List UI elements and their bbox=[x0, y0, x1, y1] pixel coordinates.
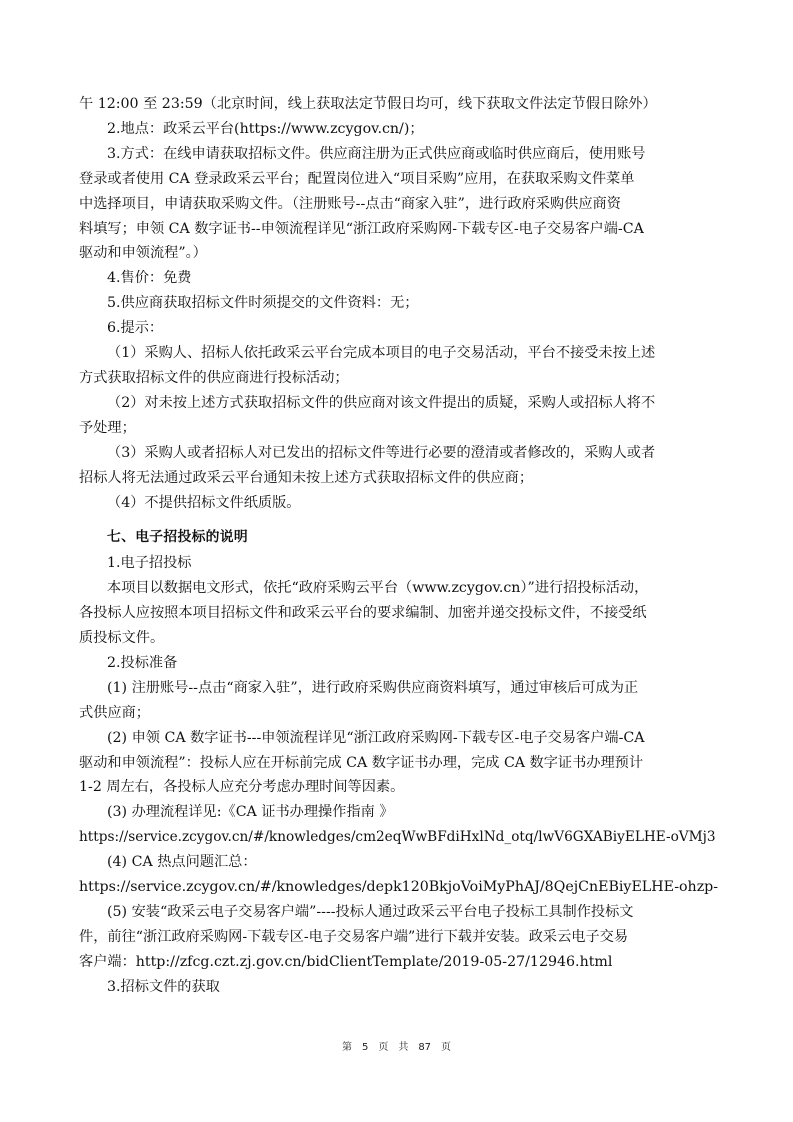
text-line: 质投标文件。 bbox=[79, 630, 165, 647]
text-line: （3）采购人或者招标人对已发出的招标文件等进行必要的澄清或者修改的，采购人或者 bbox=[107, 444, 656, 461]
text-line: 午 12:00 至 23:59（北京时间，线上获取法定节假日均可，线下获取文件法定节假日除外） bbox=[79, 96, 657, 112]
page-unit-label: 页 bbox=[378, 1042, 389, 1053]
text-line: (5) 安装“政采云电子交易客户端”----投标人通过政采云平台电子投标工具制作投标文 bbox=[107, 904, 634, 920]
text-line: 1.电子招投标 bbox=[107, 555, 192, 572]
text-line: 客户端：http://zfcg.czt.zj.gov.cn/bidClientTemplate/2019-05-27/12946.html bbox=[79, 953, 613, 970]
text-line: 本项目以数据电文形式，依托“政府采购云平台（www.zcygov.cn）”进行招投标活动， bbox=[107, 580, 649, 597]
total-unit-label: 页 bbox=[441, 1042, 452, 1053]
text-line: 方式获取招标文件的供应商进行投标活动； bbox=[79, 369, 349, 386]
text-line: (3) 办理流程详见:《CA 证书办理操作指南 》 bbox=[107, 804, 394, 821]
text-line: (1) 注册账号--点击“商家入驻”，进行政府采购供应商资料填写，通过审核后可成为正 bbox=[107, 679, 639, 696]
text-line: (4) CA 热点问题汇总： bbox=[107, 854, 257, 871]
url-line: https://service.zcygov.cn/#/knowledges/cm2eqWwBFdiHxlNd_otq/lwV6GXABiyELHE-oVMj3 bbox=[79, 829, 716, 846]
text-line: 3.招标文件的获取 bbox=[107, 978, 220, 995]
text-line: 6.提示： bbox=[107, 320, 164, 337]
text-line: 登录或者使用 CA 登录政采云平台；配置岗位进入“项目采购”应用，在获取采购文件菜单 bbox=[79, 170, 635, 187]
text-line: 驱动和申领流程”：投标人应在开标前完成 CA 数字证书办理，完成 CA 数字证书办理预计 bbox=[79, 754, 644, 771]
text-line: (2) 申领 CA 数字证书---申领流程详见“浙江政府采购网-下载专区-电子交易客户端-CA bbox=[107, 729, 645, 746]
text-line: 4.售价：免费 bbox=[107, 270, 192, 287]
text-line: 2.投标准备 bbox=[107, 654, 178, 671]
section-heading: 七、电子招投标的说明 bbox=[107, 529, 248, 546]
text-line: 各投标人应按照本项目招标文件和政采云平台的要求编制、加密并递交投标文件，不接受纸 bbox=[79, 605, 647, 622]
text-line: 予处理； bbox=[79, 419, 136, 436]
document-body bbox=[79, 92, 719, 1000]
text-line: 中选择项目，申请获取采购文件。（注册账号--点击“商家入驻”，进行政府采购供应商资 bbox=[79, 195, 621, 212]
text-line: 2.地点：政采云平台(https://www.zcygov.cn/)； bbox=[107, 120, 424, 137]
page-number: 5 bbox=[361, 1042, 369, 1053]
page-footer bbox=[0, 1038, 793, 1053]
text-line: （4）不提供招标文件纸质版。 bbox=[107, 494, 301, 511]
text-line: 料填写；申领 CA 数字证书--申领流程详见“浙江政府采购网-下载专区-电子交易客户端-CA bbox=[79, 220, 644, 237]
text-line: 驱动和申领流程”。） bbox=[79, 245, 207, 262]
total-label: 共 bbox=[398, 1042, 409, 1053]
text-line: 3.方式：在线申请获取招标文件。供应商注册为正式供应商或临时供应商后，使用账号 bbox=[107, 145, 646, 162]
text-line: 式供应商； bbox=[79, 704, 150, 721]
text-line: 件，前往“浙江政府采购网-下载专区-电子交易客户端”进行下载并安装。政采云电子交易 bbox=[79, 928, 629, 945]
text-line: 5.供应商获取招标文件时须提交的文件资料：无； bbox=[107, 295, 419, 312]
page-label: 第 bbox=[341, 1042, 352, 1053]
text-line: 1-2 周左右，各投标人应充分考虑办理时间等因素。 bbox=[79, 779, 405, 796]
text-line: 招标人将无法通过政采云平台通知未按上述方式获取招标文件的供应商； bbox=[79, 469, 534, 486]
text-line: （1）采购人、招标人依托政采云平台完成本项目的电子交易活动，平台不接受未按上述 bbox=[107, 345, 656, 362]
url-line: https://service.zcygov.cn/#/knowledges/depk120BkjoVoiMyPhAJ/8QejCnEBiyELHE-ohzp- bbox=[79, 879, 719, 896]
text-line: （2）对未按上述方式获取招标文件的供应商对该文件提出的质疑，采购人或招标人将不 bbox=[107, 394, 656, 411]
total-pages: 87 bbox=[418, 1042, 432, 1053]
